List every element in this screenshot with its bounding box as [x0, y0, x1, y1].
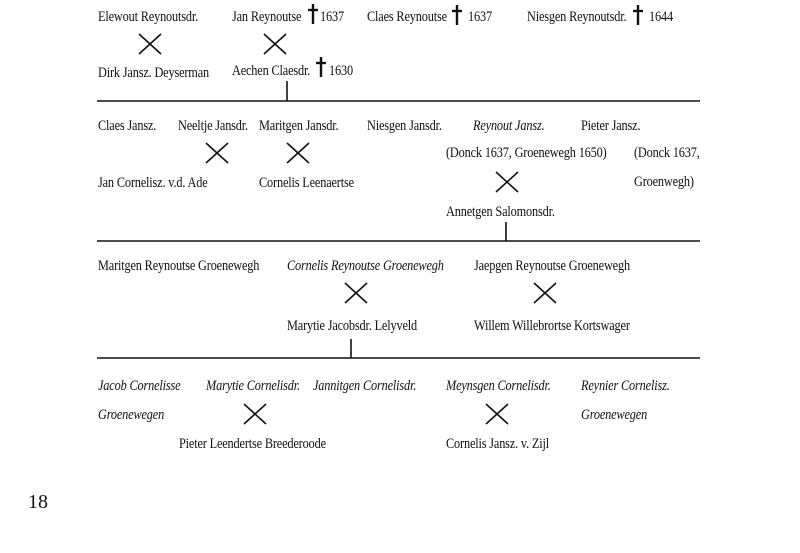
- person-pieter-jansz: Pieter Jansz.: [581, 118, 641, 134]
- marriage-cross-icon: [534, 283, 556, 303]
- note-pieter-jansz-line1: (Donck 1637,: [634, 145, 700, 161]
- person-cornelis-reynoutse-groenewegh: Cornelis Reynoutse Groenewegh: [287, 258, 444, 274]
- person-jannitgen-cornelisdr: Jannitgen Cornelisdr.: [313, 378, 417, 394]
- marriage-cross-icon: [206, 143, 228, 163]
- death-year-aechen-claesdr: 1630: [329, 63, 353, 79]
- note-pieter-jansz-line2: Groenwegh): [634, 174, 694, 190]
- person-jan-reynoutse: Jan Reynoutse: [232, 9, 302, 25]
- marriage-cross-icon: [139, 34, 161, 54]
- person-reynier-cornelisz-line1: Reynier Cornelisz.: [581, 378, 670, 394]
- person-claes-reynoutse: Claes Reynoutse: [367, 9, 447, 25]
- spouse-dirk-jansz-deyserman: Dirk Jansz. Deyserman: [98, 65, 209, 81]
- dagger-icon: [633, 5, 643, 25]
- person-maritgen-reynoutse-groenewegh: Maritgen Reynoutse Groenewegh: [98, 258, 260, 274]
- marriage-cross-icon: [345, 283, 367, 303]
- death-year-jan-reynoutse: 1637: [320, 9, 344, 25]
- spouse-marytie-jacobsdr-lelyveld: Marytie Jacobsdr. Lelyveld: [287, 318, 417, 334]
- person-meynsgen-cornelisdr: Meynsgen Cornelisdr.: [446, 378, 551, 394]
- spouse-cornelis-jansz-v-zijl: Cornelis Jansz. v. Zijl: [446, 436, 550, 452]
- marriage-cross-icon: [496, 172, 518, 192]
- spouse-willem-willebrortse-kortswager: Willem Willebrortse Kortswager: [474, 318, 630, 334]
- person-reynout-jansz: Reynout Jansz.: [473, 118, 545, 134]
- person-niesgen-reynoutsdr: Niesgen Reynoutsdr.: [527, 9, 627, 25]
- person-reynier-cornelisz-line2: Groenewegen: [581, 407, 648, 423]
- person-jacob-cornelisse-line2: Groenewegen: [98, 407, 165, 423]
- spouse-cornelis-leenaertse: Cornelis Leenaertse: [259, 175, 354, 191]
- marriage-cross-icon: [486, 404, 508, 424]
- person-jaepgen-reynoutse-groenewegh: Jaepgen Reynoutse Groenewegh: [474, 258, 630, 274]
- person-jacob-cornelisse-line1: Jacob Cornelisse: [98, 378, 181, 394]
- dagger-icon: [316, 57, 326, 77]
- page-number: 18: [28, 491, 48, 513]
- person-neeltje-jansdr: Neeltje Jansdr.: [178, 118, 248, 134]
- person-niesgen-jansdr: Niesgen Jansdr.: [367, 118, 442, 134]
- marriage-cross-icon: [264, 34, 286, 54]
- marriage-cross-icon: [287, 143, 309, 163]
- marriage-cross-icon: [244, 404, 266, 424]
- spouse-aechen-claesdr: Aechen Claesdr.: [232, 63, 311, 79]
- person-maritgen-jansdr: Maritgen Jansdr.: [259, 118, 339, 134]
- person-marytie-cornelisdr: Marytie Cornelisdr.: [206, 378, 300, 394]
- dagger-icon: [308, 4, 318, 24]
- spouse-annetgen-salomonsdr: Annetgen Salomonsdr.: [446, 204, 555, 220]
- note-reynout-jansz: (Donck 1637, Groenewegh 1650): [446, 145, 607, 161]
- person-elewout-reynoutsdr: Elewout Reynoutsdr.: [98, 9, 199, 25]
- spouse-pieter-leendertse-breederoode: Pieter Leendertse Breederoode: [179, 436, 326, 452]
- spouse-jan-cornelisz-vd-ade: Jan Cornelisz. v.d. Ade: [98, 175, 208, 191]
- dagger-icon: [452, 5, 462, 25]
- person-claes-jansz: Claes Jansz.: [98, 118, 157, 134]
- death-year-claes-reynoutse: 1637: [468, 9, 492, 25]
- death-year-niesgen-reynoutsdr: 1644: [649, 9, 673, 25]
